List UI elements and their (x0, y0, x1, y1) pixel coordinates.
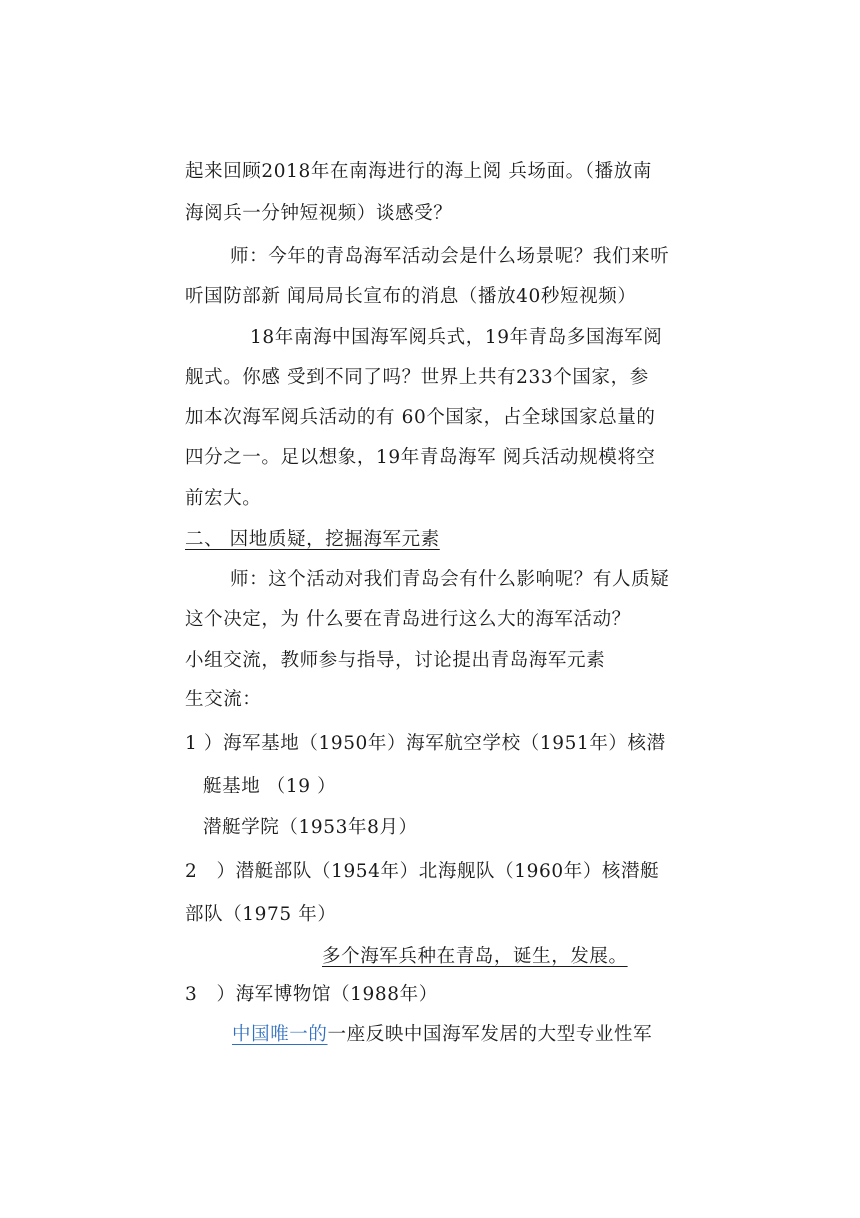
paragraph-line: 起来回顾2018年在南海进行的海上阅 兵场面。（播放南 (185, 161, 652, 182)
list-item: 潜艇学院（1953年8月） (203, 817, 418, 838)
paragraph-line: 小组交流，教师参与指导，讨论提出青岛海军元素 (185, 650, 606, 671)
hyperlink-text[interactable]: 中国唯一的 (232, 1024, 328, 1045)
list-item: 1 ）海军基地（1950年）海军航空学校（1951年）核潜 (185, 733, 666, 754)
paragraph-line: 师：今年的青岛海军活动会是什么场景呢？我们来听 (230, 246, 670, 267)
list-item: 2 ）潜艇部队（1954年）北海舰队（1960年）核潜艇 (185, 861, 660, 882)
section-heading: 二、 因地质疑，挖掘海军元素 (185, 529, 440, 550)
paragraph-line: 18年南海中国海军阅兵式，19年青岛多国海军阅 (250, 327, 663, 348)
paragraph-line: 舰式。你感 受到不同了吗？世界上共有233个国家，参 (185, 367, 649, 388)
paragraph-text: 一座反映中国海军发居的大型专业性军 (327, 1024, 653, 1045)
list-item: 3 ）海军博物馆（1988年） (185, 984, 438, 1005)
paragraph-line: 海阅兵一分钟短视频）谈感受？ (185, 203, 453, 224)
paragraph-line: 生交流： (185, 689, 262, 710)
list-item: 艇基地 （19 ） (203, 776, 337, 797)
paragraph-line (232, 1023, 652, 1047)
summary-line: 多个海军兵种在青岛，诞生，发展。 (322, 946, 628, 967)
paragraph-line: 这个决定，为 什么要在青岛进行这么大的海军活动？ (185, 609, 631, 630)
paragraph-line: 四分之一。足以想象，19年青岛海军 阅兵活动规模将空 (185, 447, 656, 468)
paragraph-line: 前宏大。 (185, 488, 262, 509)
paragraph-line: 加本次海军阅兵活动的有 60个国家，占全球国家总量的 (185, 407, 656, 428)
paragraph-line: 师：这个活动对我们青岛会有什么影响呢？有人质疑 (230, 569, 670, 590)
list-item: 部队（1975 年） (185, 904, 337, 925)
paragraph-line: 听国防部新 闻局局长宣布的消息（播放40秒短视频） (185, 286, 637, 307)
